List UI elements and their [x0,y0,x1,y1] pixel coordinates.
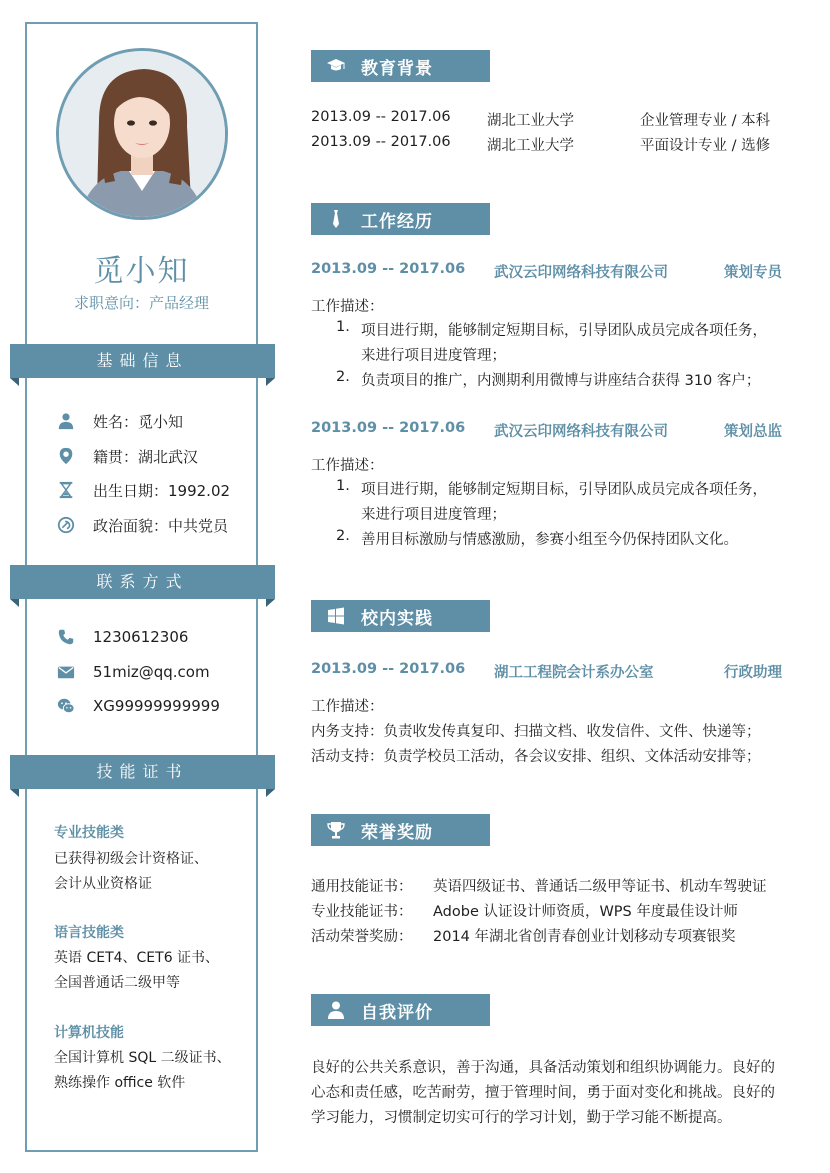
windows-icon [311,606,361,626]
info-row-birthdate [55,478,230,502]
skill-line: 全国计算机 SQL 二级证书、 [54,1050,231,1066]
section-title: 荣誉奖励 [361,822,433,843]
avatar [56,48,228,220]
practice-line: 内务支持：负责收发传真复印、扫描文档、收发信件、文件、快递等； [311,724,761,740]
list-number: 2. [336,528,350,544]
mail-icon [55,661,77,683]
section-title: 工作经历 [361,211,433,232]
honor-label: 专业技能证书： [311,904,413,920]
self-eval-line: 良好的公共关系意识，善于沟通，具备活动策划和组织协调能力。良好的 [311,1060,775,1076]
section-header-work [311,203,490,235]
contact-row-wechat [55,694,220,718]
self-eval-line: 学习能力，习惯制定切实可行的学习计划，勤于学习能不断提高。 [311,1110,732,1126]
job-period: 2013.09 -- 2017.06 [311,261,466,277]
hourglass-icon [55,479,77,501]
info-text: 出生日期：1992.02 [93,481,231,500]
skill-group-title: 专业技能类 [54,825,124,841]
honor-value: 英语四级证书、普通话二级甲等证书、机动车驾驶证 [433,879,767,895]
section-header-practice [311,600,490,632]
info-row-politics [55,513,228,537]
info-row-name [55,409,183,433]
honor-value: 2014 年湖北省创青春创业计划移动专项赛银奖 [433,929,736,945]
honor-label: 通用技能证书： [311,879,413,895]
contact-row-phone [55,625,188,649]
skill-group-title: 语言技能类 [54,925,124,941]
honor-label: 活动荣誉奖励： [311,929,413,945]
person-icon [55,410,77,432]
skill-line: 已获得初级会计资格证、 [54,851,208,867]
job-period: 2013.09 -- 2017.06 [311,420,466,436]
job-desc-line: 来进行项目进度管理； [361,507,506,523]
job-desc-line: 项目进行期，能够制定短期目标，引导团队成员完成各项任务， [361,323,767,339]
skill-line: 会计从业资格证 [54,876,152,892]
skill-line: 英语 CET4、CET6 证书、 [54,950,220,966]
contact-text: XG99999999999 [93,697,220,715]
section-band-skills: 技能证书 [10,755,275,789]
wechat-icon [55,695,77,717]
honor-value: Adobe 认证设计师资质，WPS 年度最佳设计师 [433,904,738,920]
list-number: 2. [336,369,350,385]
job-company: 武汉云印网络科技有限公司 [494,424,668,440]
person-icon [311,1000,361,1020]
info-text: 政治面貌：中共党员 [93,516,229,535]
section-band-basic-info: 基础信息 [10,344,275,378]
practice-period: 2013.09 -- 2017.06 [311,661,466,677]
trophy-icon [311,820,361,840]
section-header-honors [311,814,490,846]
job-company: 武汉云印网络科技有限公司 [494,265,668,281]
portrait-image [59,51,225,217]
list-number: 1. [336,319,350,335]
job-desc-line: 善用目标激励与情感激励，参赛小组至今仍保持团队文化。 [361,532,738,548]
job-role: 策划专员 [724,265,782,281]
edu-major: 平面设计专业 / 选修 [640,138,771,154]
self-eval-line: 心态和责任感，吃苦耐劳，擅于管理时间，勇于面对变化和挑战。良好的 [311,1085,775,1101]
contact-text: 1230612306 [93,628,189,646]
practice-role: 行政助理 [724,665,782,681]
edu-major: 企业管理专业 / 本科 [640,113,771,129]
info-text: 籍贯：湖北武汉 [93,447,199,466]
job-desc-label: 工作描述： [311,458,384,474]
section-title: 校内实践 [361,608,433,629]
job-desc-label: 工作描述： [311,299,384,315]
section-title: 教育背景 [361,58,433,79]
section-header-self-eval [311,994,490,1026]
graduation-cap-icon [311,56,361,76]
tie-icon [311,209,361,229]
job-desc-line: 来进行项目进度管理； [361,348,506,364]
contact-row-email [55,660,210,684]
practice-org: 湖工工程院会计系办公室 [494,665,654,681]
party-icon [55,514,77,536]
candidate-name: 觅小知 [93,254,190,289]
skill-line: 熟练操作 office 软件 [54,1075,186,1091]
section-header-education [311,50,490,82]
practice-desc-label: 工作描述： [311,699,384,715]
sidebar [25,22,258,1152]
skill-line: 全国普通话二级甲等 [54,975,180,991]
phone-icon [55,626,77,648]
section-title: 自我评价 [361,1002,433,1023]
edu-school: 湖北工业大学 [487,113,574,129]
section-band-contact: 联系方式 [10,565,275,599]
practice-line: 活动支持：负责学校员工活动，各会议安排、组织、文体活动安排等； [311,749,761,765]
edu-period: 2013.09 -- 2017.06 [311,109,451,125]
skill-group-title: 计算机技能 [54,1025,124,1041]
job-intent: 求职意向：产品经理 [73,294,209,312]
job-role: 策划总监 [724,424,782,440]
edu-period: 2013.09 -- 2017.06 [311,134,451,150]
info-text: 姓名：觅小知 [93,412,184,431]
job-desc-line: 负责项目的推广，内测期利用微博与讲座结合获得 310 客户； [361,373,761,389]
list-number: 1. [336,478,350,494]
contact-text: 51miz@qq.com [93,663,210,681]
job-desc-line: 项目进行期，能够制定短期目标，引导团队成员完成各项任务， [361,482,767,498]
info-row-hometown [55,444,198,468]
location-pin-icon [55,445,77,467]
edu-school: 湖北工业大学 [487,138,574,154]
